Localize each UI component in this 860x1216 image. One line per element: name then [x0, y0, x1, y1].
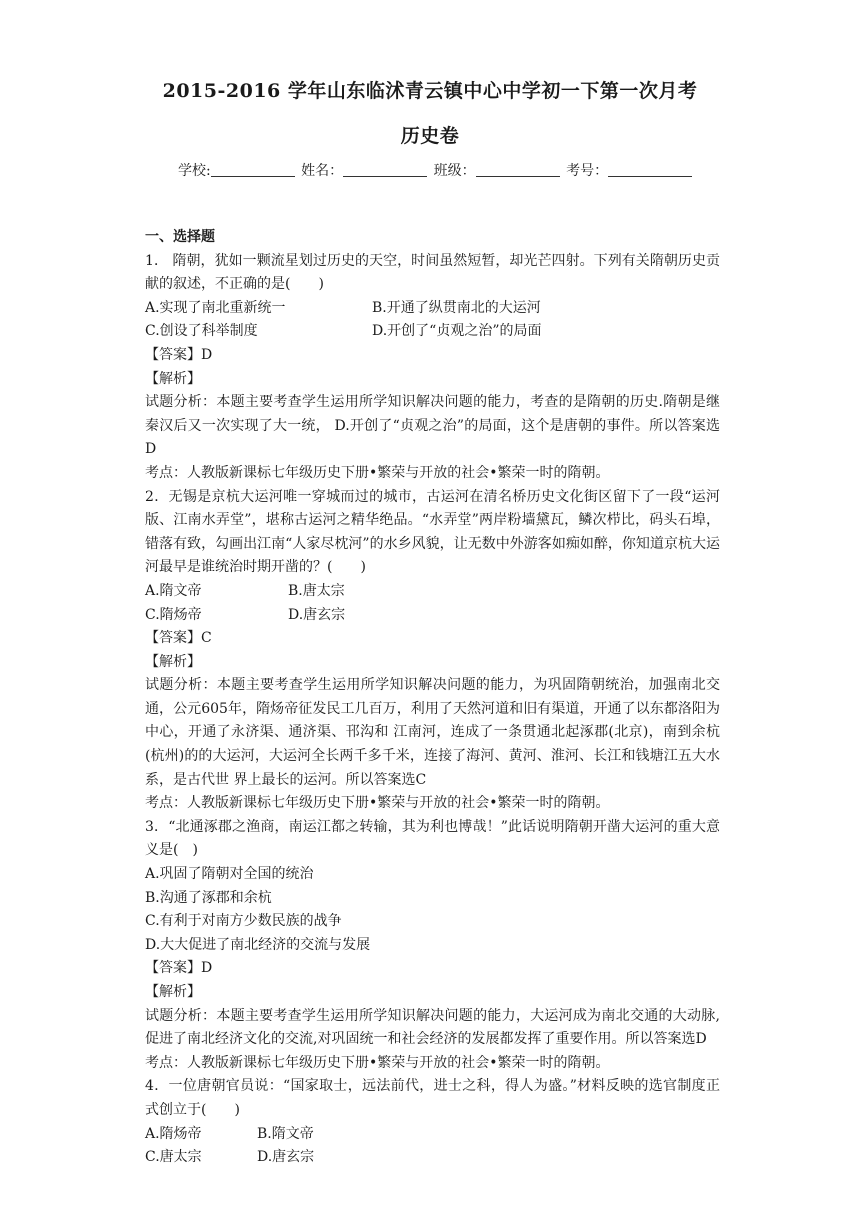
- question-2-options-row-1: [145, 580, 720, 604]
- school-label: 学校:: [178, 163, 211, 179]
- option-a: A.实现了南北重新统一: [145, 299, 286, 316]
- option-b: B.隋文帝: [257, 1125, 314, 1142]
- question-1-analysis: 试题分析：本题主要考查学生运用所学知识解决问题的能力，考查的是隋朝的历史.隋朝是继秦汉后又一次实现了大一统， D.开创了“贞观之治”的局面，这个是唐朝的事件。所以答案选D: [145, 394, 720, 458]
- exam-content: [145, 226, 720, 1170]
- option-b: B.唐太宗: [288, 582, 345, 599]
- section-title: 一、选择题: [145, 229, 215, 245]
- student-info-row: [178, 160, 694, 180]
- option-c: C.唐太宗: [145, 1149, 202, 1166]
- question-3-analysis-label: 【解析】: [145, 984, 201, 1000]
- option-d: D.唐玄宗: [288, 606, 346, 623]
- option-c: C.有利于对南方少数民族的战争: [145, 913, 342, 930]
- question-1-options-row-2: [145, 320, 720, 344]
- question-3-point: 考点：人教版新课标七年级历史下册•繁荣与开放的社会•繁荣一时的隋朝。: [145, 1054, 610, 1071]
- question-1-point: 考点：人教版新课标七年级历史下册•繁荣与开放的社会•繁荣一时的隋朝。: [145, 464, 610, 481]
- option-a: A.隋文帝: [145, 582, 202, 599]
- exam-subtitle: 历史卷: [400, 125, 460, 147]
- question-4-options-row-1: [145, 1123, 720, 1147]
- question-2-options-row-2: [145, 604, 720, 628]
- exam-number-blank[interactable]: [608, 162, 692, 177]
- question-1-answer: 【答案】D: [145, 346, 213, 363]
- option-d: D.大大促进了南北经济的交流与发展: [145, 936, 371, 953]
- question-4-stem: 4．一位唐朝官员说：“国家取士，远法前代，进士之科，得人为盛。”材料反映的选官制度正式创立于( ): [145, 1078, 720, 1118]
- option-b: B.沟通了涿郡和余杭: [145, 889, 272, 906]
- class-label: 班级：: [433, 163, 476, 179]
- question-4-options-row-2: [145, 1146, 720, 1170]
- question-2-point: 考点：人教版新课标七年级历史下册•繁荣与开放的社会•繁荣一时的隋朝。: [145, 795, 610, 812]
- question-1-options-row-1: [145, 297, 720, 321]
- question-3-stem: 3．“北通涿郡之渔商，南运江都之转输，其为利也博哉！”此话说明隋朝开凿大运河的重大意义是( ): [145, 818, 720, 859]
- question-2-analysis-label: 【解析】: [145, 653, 201, 670]
- question-1-analysis-label: 【解析】: [145, 370, 201, 387]
- question-3-analysis: 试题分析：本题主要考查学生运用所学知识解决问题的能力，大运河成为南北交通的大动脉,促进了南北经济文化的交流,对巩固统一和社会经济的发展都发挥了重要作用。所以答案选D: [145, 1007, 720, 1048]
- option-c: C.创设了科举制度: [145, 323, 258, 340]
- class-blank[interactable]: [476, 162, 560, 177]
- exam-title: 2015-2016 学年山东临沭青云镇中心中学初一下第一次月考: [162, 80, 698, 102]
- school-blank[interactable]: [211, 162, 295, 177]
- name-blank[interactable]: [343, 162, 427, 177]
- question-2-stem: 2．无锡是京杭大运河唯一穿城而过的城市，古运河在清名桥历史文化街区留下了一段“运河版、江南水弄堂”，堪称古运河之精华绝品。“水弄堂”两岸粉墙黛瓦，鳞次栉比，码头石埠，错落有致，勾画出江南“人家尽枕河”的水乡风貌，让无数中外游客如痴如醉，你知道京杭大运河最早是谁统治时期开凿的？( ): [145, 488, 720, 576]
- question-2-analysis: 试题分析：本题主要考查学生运用所学知识解决问题的能力，为巩固隋朝统治，加强南北交通，公元605年，隋炀帝征发民工几百万，利用了天然河道和旧有渠道，开通了以东都洛阳为中心，开通了永济渠、通济渠、邗沟和 江南河，连成了一条贯通北起涿郡(北京)，南到余杭(杭州)的的大运河，大运河全长两千多千米，连接了海河、黄河、淮河、长江和钱塘江五大水系，是古代世 界上最长的运河。所以答案选C: [145, 677, 720, 788]
- option-a: A.隋炀帝: [145, 1125, 202, 1142]
- question-3-answer: 【答案】D: [145, 960, 213, 977]
- option-a: A.巩固了隋朝对全国的统治: [145, 866, 314, 883]
- question-1-stem: 1． 隋朝，犹如一颗流星划过历史的天空，时间虽然短暂，却光芒四射。下列有关隋朝历史贡献的叙述，不正确的是( ): [145, 252, 720, 293]
- option-d: D.开创了“贞观之治”的局面: [372, 323, 542, 340]
- option-c: C.隋炀帝: [145, 606, 202, 623]
- option-b: B.开通了纵贯南北的大运河: [372, 299, 541, 316]
- option-d: D.唐玄宗: [257, 1149, 315, 1166]
- question-2-answer: 【答案】C: [145, 630, 212, 647]
- name-label: 姓名：: [301, 163, 344, 179]
- exam-number-label: 考号：: [566, 163, 609, 179]
